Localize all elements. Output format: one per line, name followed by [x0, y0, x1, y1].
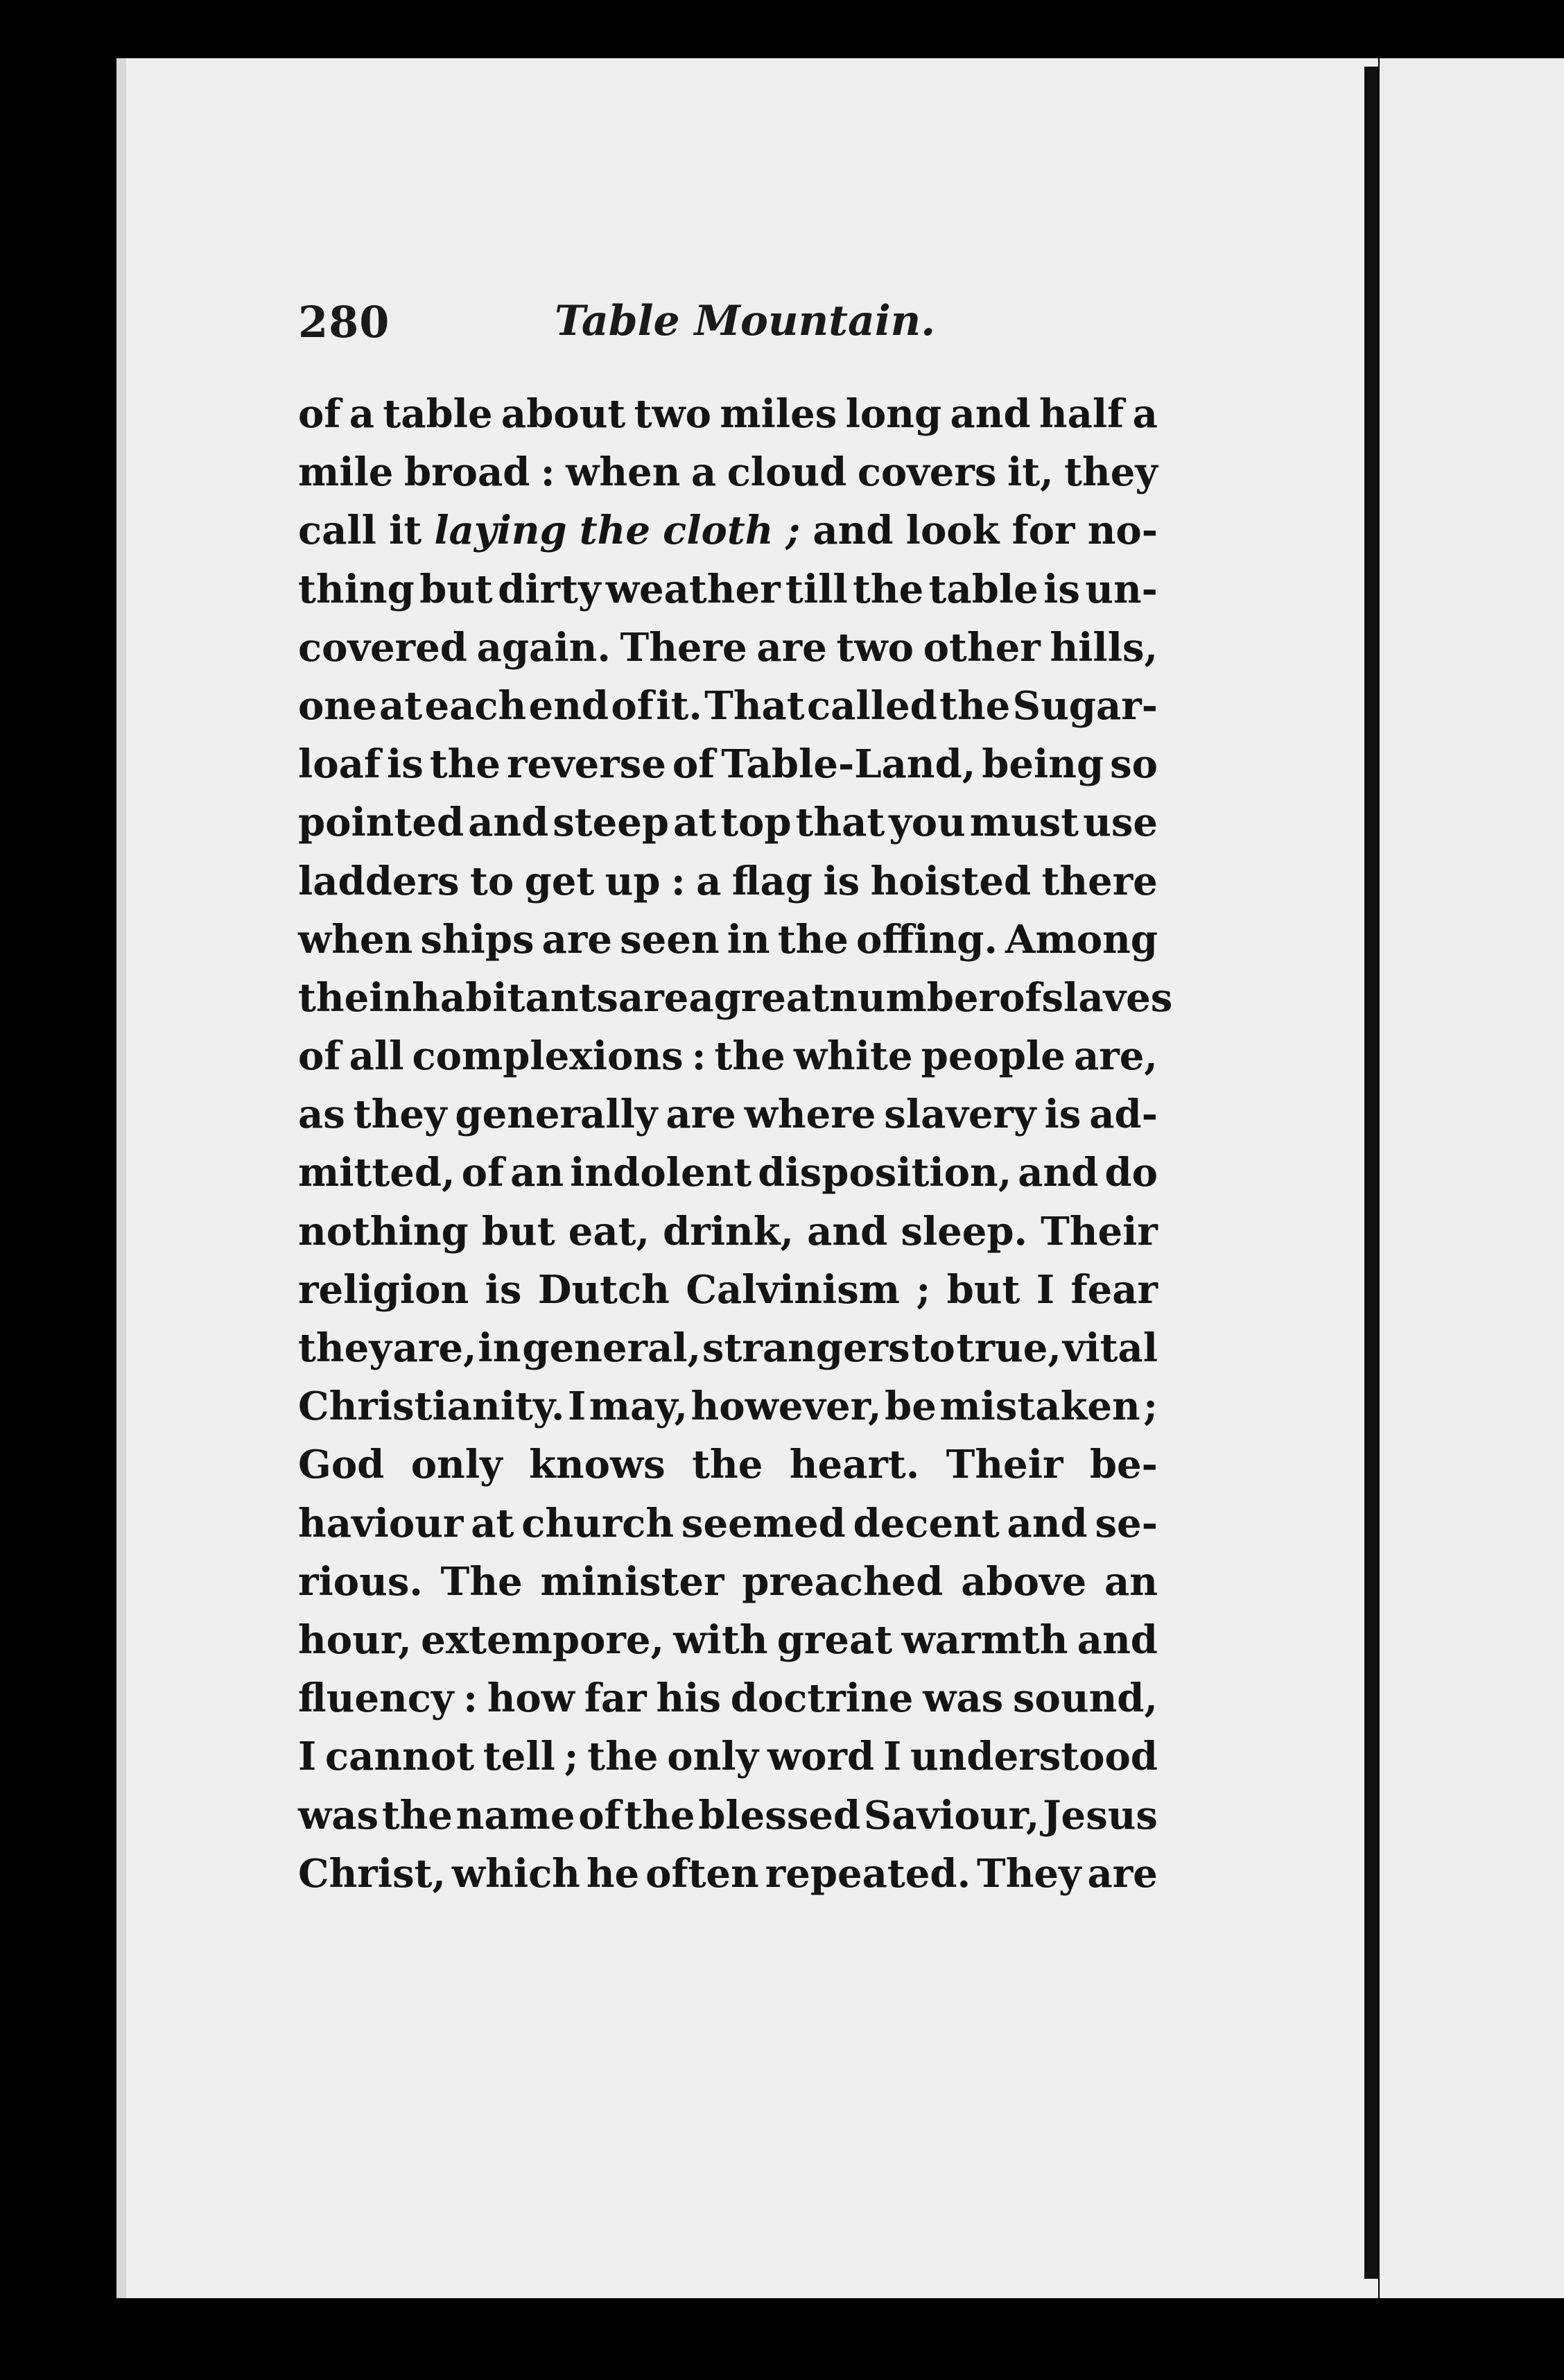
word: true,	[956, 1325, 1061, 1371]
word: name	[455, 1792, 575, 1838]
word: the	[624, 1792, 695, 1838]
text-line	[298, 560, 1158, 619]
text-line	[298, 1435, 1158, 1494]
word: when	[298, 916, 413, 963]
word: ;	[916, 1266, 931, 1313]
word: ;	[1143, 1383, 1158, 1430]
word: Christ,	[298, 1850, 446, 1897]
word: thing	[298, 566, 415, 612]
word: an	[1104, 1558, 1158, 1605]
word: with	[673, 1616, 768, 1663]
word: the	[692, 1442, 763, 1488]
word: broad	[403, 449, 530, 496]
word: be-	[1089, 1442, 1158, 1488]
word: are	[541, 916, 613, 963]
word: in	[478, 1325, 521, 1371]
word: the	[714, 1033, 785, 1080]
word: do	[1104, 1150, 1158, 1196]
word: steep	[553, 800, 670, 846]
text-line	[298, 735, 1158, 793]
word: nothing	[298, 1208, 469, 1254]
word: above	[961, 1558, 1087, 1605]
word: :	[463, 1675, 478, 1722]
word: a	[696, 858, 722, 904]
word: sound,	[1012, 1675, 1158, 1722]
word: they	[1064, 449, 1158, 496]
text-line	[298, 1261, 1158, 1319]
word: are	[1087, 1850, 1158, 1897]
text-line	[298, 1494, 1158, 1553]
word: table	[928, 566, 1039, 612]
word: I	[298, 1734, 317, 1780]
word: but	[946, 1266, 1020, 1313]
word: covered	[298, 624, 467, 671]
word: they	[298, 1325, 392, 1371]
word: of	[578, 1792, 621, 1838]
word: of	[999, 974, 1042, 1021]
word: fear	[1070, 1266, 1158, 1313]
word: extempore,	[421, 1616, 664, 1663]
word: Christianity.	[298, 1383, 565, 1430]
word: strangers	[702, 1325, 910, 1371]
word: and	[813, 508, 894, 554]
word: the	[587, 1734, 659, 1780]
word: of	[611, 682, 654, 729]
page-edge	[116, 58, 126, 2298]
word: God	[298, 1442, 385, 1488]
word: mile	[298, 449, 394, 496]
word: the	[429, 741, 501, 788]
word: That	[704, 682, 805, 729]
word: and	[807, 1208, 888, 1254]
word: seen	[620, 916, 720, 963]
word: at	[673, 800, 717, 846]
word: get	[524, 858, 595, 904]
word: :	[670, 858, 686, 904]
word: at	[471, 1500, 514, 1546]
text-line	[298, 911, 1158, 969]
word: are	[618, 974, 689, 1021]
word: ships	[420, 916, 535, 963]
word: white	[793, 1033, 913, 1080]
word: and	[1007, 1500, 1088, 1546]
word: table	[383, 391, 493, 437]
word: doctrine	[730, 1675, 914, 1722]
word: blessed	[698, 1792, 861, 1838]
word: up	[605, 858, 661, 904]
word: they	[353, 1092, 447, 1138]
word: Their	[946, 1442, 1063, 1488]
word: about	[501, 391, 626, 437]
word: the	[853, 566, 924, 612]
word: great	[776, 1616, 893, 1663]
word: Their	[1041, 1208, 1158, 1254]
word: only	[667, 1734, 759, 1780]
word: so	[1110, 741, 1158, 788]
text-line	[298, 852, 1158, 911]
word: at	[379, 682, 423, 729]
word: and	[1018, 1150, 1099, 1196]
word: minister	[540, 1558, 724, 1605]
word: when	[566, 449, 681, 496]
word: drink,	[663, 1208, 794, 1254]
word: complexions	[412, 1033, 684, 1080]
text-line	[298, 969, 1173, 1027]
word: a	[1132, 391, 1158, 437]
word: Among	[1005, 916, 1158, 963]
word: a	[690, 449, 717, 496]
word: the	[381, 1792, 453, 1838]
word: warmth	[901, 1616, 1068, 1663]
word: in	[727, 916, 770, 963]
word: flag	[731, 858, 813, 904]
word: weather	[605, 566, 781, 612]
book-gutter	[1364, 67, 1380, 2279]
word: how	[487, 1675, 575, 1722]
word: Table-Land,	[721, 741, 976, 788]
word: be	[885, 1383, 937, 1430]
word: only	[410, 1442, 503, 1488]
text-line	[298, 793, 1158, 852]
text-line	[298, 1085, 1158, 1144]
word: is	[386, 741, 424, 788]
word: till	[785, 566, 848, 612]
word: two	[634, 391, 712, 437]
word: un-	[1085, 566, 1158, 612]
word: decent	[853, 1500, 1000, 1546]
word: it,	[1007, 449, 1054, 496]
word: the	[939, 682, 1011, 729]
word: again.	[476, 624, 611, 671]
word: being	[982, 741, 1104, 788]
word: slavery	[884, 1092, 1036, 1138]
word: often	[645, 1850, 759, 1897]
word: where	[744, 1092, 876, 1138]
word: each	[424, 682, 527, 729]
text-line	[298, 443, 1158, 501]
word: for	[1011, 508, 1075, 554]
word: use	[1083, 800, 1158, 846]
word: sleep.	[901, 1208, 1028, 1254]
word: is	[1043, 566, 1080, 612]
word: repeated.	[765, 1850, 971, 1897]
word: you	[889, 800, 966, 846]
word: haviour	[298, 1500, 464, 1546]
word: indolent	[570, 1150, 752, 1196]
text-line	[298, 619, 1158, 677]
word: and	[950, 391, 1031, 437]
word: other	[923, 624, 1041, 671]
word: :	[540, 449, 555, 496]
word: offing.	[855, 916, 998, 963]
word: must	[969, 800, 1079, 846]
word: cloth	[663, 508, 774, 554]
word: :	[691, 1033, 706, 1080]
word: I	[883, 1734, 902, 1780]
word: rious.	[298, 1558, 423, 1605]
word: reverse	[506, 741, 666, 788]
word: half	[1039, 391, 1124, 437]
text-line	[298, 1319, 1158, 1377]
word: that	[795, 800, 885, 846]
word: loaf	[298, 741, 381, 788]
word: to	[469, 858, 514, 904]
word: may,	[589, 1383, 688, 1430]
word: no-	[1087, 508, 1158, 554]
word: but	[419, 566, 493, 612]
word: I	[568, 1383, 586, 1430]
word: seemed	[681, 1500, 846, 1546]
word: long	[845, 391, 942, 437]
word: call	[298, 508, 376, 554]
word: Sugar-	[1012, 682, 1158, 729]
word: covers	[857, 449, 997, 496]
text-line	[298, 1727, 1158, 1786]
word: one	[298, 682, 377, 729]
word: as	[298, 1092, 345, 1138]
word: vital	[1062, 1325, 1158, 1371]
word: se-	[1095, 1500, 1158, 1546]
word: ;	[785, 508, 801, 554]
word: heart.	[789, 1442, 920, 1488]
word: to	[911, 1325, 955, 1371]
word: of	[461, 1150, 505, 1196]
text-line	[298, 1611, 1158, 1669]
facing-page-edge	[1380, 58, 1564, 2298]
word: inhabitants	[369, 974, 618, 1021]
word: was	[923, 1675, 1004, 1722]
word: mistaken	[939, 1383, 1140, 1430]
word: hills,	[1050, 624, 1158, 671]
word: great	[713, 974, 830, 1021]
word: church	[521, 1500, 675, 1546]
word: preached	[742, 1558, 944, 1605]
word: he	[586, 1850, 640, 1897]
word: They	[977, 1850, 1081, 1897]
word: the	[777, 916, 849, 963]
word: the	[579, 508, 650, 554]
text-line	[298, 1669, 1158, 1727]
word: look	[905, 508, 1000, 554]
word: is	[823, 858, 860, 904]
text-line	[298, 1377, 1158, 1435]
word: his	[656, 1675, 721, 1722]
word: miles	[720, 391, 837, 437]
word: disposition,	[758, 1150, 1012, 1196]
running-head	[298, 291, 1158, 368]
word: but	[481, 1208, 555, 1254]
word: two	[836, 624, 914, 671]
word: cloud	[727, 449, 847, 496]
word: word	[767, 1734, 875, 1780]
word: number	[829, 974, 1000, 1021]
word: mitted,	[298, 1150, 455, 1196]
word: hour,	[298, 1616, 412, 1663]
word: a	[688, 974, 714, 1021]
word: people	[921, 1033, 1066, 1080]
word: fluency	[298, 1675, 454, 1722]
word: Dutch	[537, 1266, 670, 1313]
word: far	[584, 1675, 647, 1722]
word: ad-	[1089, 1092, 1158, 1138]
word: was	[298, 1792, 379, 1838]
word: Jesus	[1043, 1792, 1158, 1838]
word: eat,	[568, 1208, 650, 1254]
word: an	[510, 1150, 564, 1196]
word: top	[720, 800, 792, 846]
word: laying	[434, 508, 567, 554]
word: are	[756, 624, 827, 671]
word: are,	[1073, 1033, 1158, 1080]
text-line	[298, 1553, 1158, 1611]
word: generally	[455, 1092, 658, 1138]
text-line	[298, 1786, 1158, 1845]
word: called	[807, 682, 937, 729]
word: There	[620, 624, 747, 671]
word: is	[1044, 1092, 1081, 1138]
text-line	[298, 1144, 1158, 1202]
word: it.	[656, 682, 702, 729]
word: understood	[910, 1734, 1158, 1780]
word: general,	[522, 1325, 702, 1371]
text-line	[298, 501, 1158, 560]
page-number: 280	[298, 297, 390, 347]
text-line	[298, 1845, 1158, 1903]
word: Calvinism	[686, 1266, 901, 1313]
text-line	[298, 1202, 1158, 1261]
word: tell	[483, 1734, 555, 1780]
running-title: Table Mountain.	[555, 297, 936, 345]
word: pointed	[298, 800, 464, 846]
word: are	[666, 1092, 736, 1138]
word: the	[298, 974, 370, 1021]
word: are,	[392, 1325, 477, 1371]
word: ladders	[298, 858, 460, 904]
word: and	[1077, 1616, 1158, 1663]
word: a	[349, 391, 375, 437]
word: all	[349, 1033, 404, 1080]
text-line	[298, 1027, 1158, 1085]
word: end	[528, 682, 609, 729]
text-line	[298, 385, 1158, 443]
word: knows	[529, 1442, 666, 1488]
word: of	[672, 741, 715, 788]
word: Saviour,	[863, 1792, 1040, 1838]
word: ;	[564, 1734, 579, 1780]
word: it	[389, 508, 422, 554]
word: of	[298, 391, 341, 437]
word: of	[298, 1033, 341, 1080]
word: cannot	[325, 1734, 475, 1780]
word: is	[485, 1266, 522, 1313]
word: dirty	[498, 566, 601, 612]
word: religion	[298, 1266, 469, 1313]
word: hoisted	[870, 858, 1032, 904]
word: there	[1041, 858, 1158, 904]
word: The	[440, 1558, 523, 1605]
word: slaves	[1041, 974, 1173, 1021]
text-line	[298, 677, 1158, 735]
word: which	[451, 1850, 580, 1897]
word: and	[468, 800, 549, 846]
word: I	[1036, 1266, 1055, 1313]
word: however,	[690, 1383, 882, 1430]
body-text	[298, 385, 1173, 1903]
